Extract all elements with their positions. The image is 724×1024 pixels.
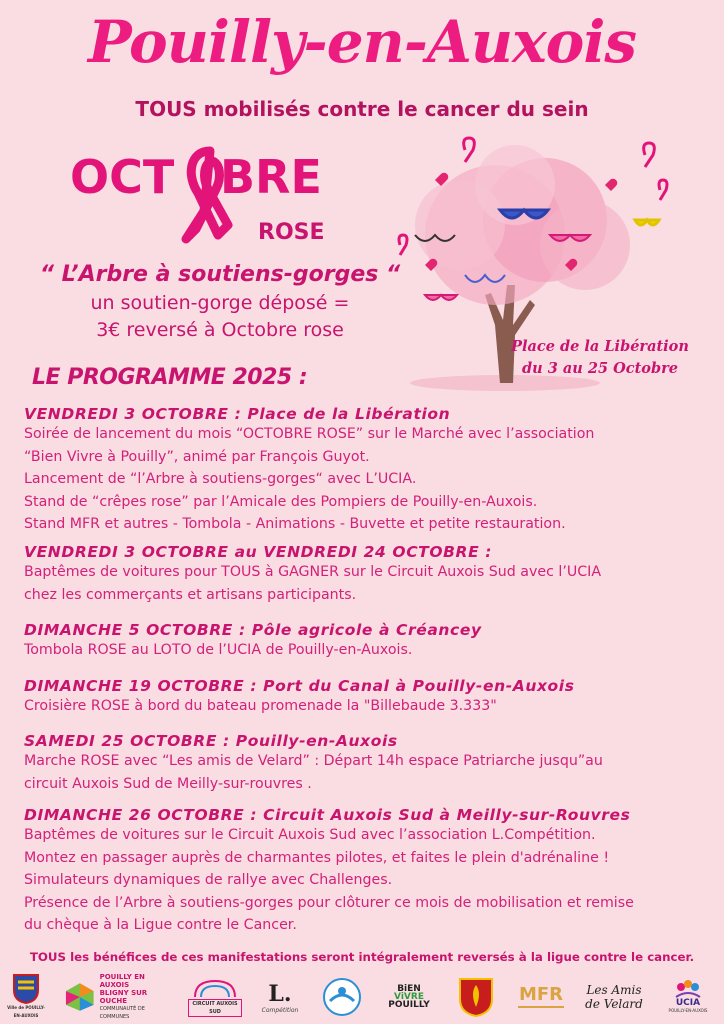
event-line: Lancement de “l’Arbre à soutiens-gorges“ avec L’UCIA. bbox=[24, 471, 417, 487]
event-line: Stand de “crêpes rose” par l’Amicale des Pompiers de Pouilly-en-Auxois. bbox=[24, 493, 538, 510]
cc-pouilly-bligny-logo: POUILLY EN AUXOIS BLIGNY SUR OUCHE COMMUNAUTÉ DE COMMUNES bbox=[64, 972, 176, 1022]
event-line: Présence de l’Arbre à soutiens-gorges pour clôturer ce mois de mobilisation et remise bbox=[24, 894, 634, 911]
tree-promo-title: “ L’Arbre à soutiens-gorges “ bbox=[39, 262, 401, 287]
event-block bbox=[24, 732, 714, 795]
tree-promo-line: 3€ reversé à Octobre rose bbox=[96, 319, 344, 341]
event-line: “Bien Vivre à Pouilly”, animé par François Guyot. bbox=[24, 448, 370, 465]
event-title: VENDREDI 3 OCTOBRE : Place de la Libération bbox=[24, 405, 451, 423]
mfr-logo: MFR bbox=[514, 972, 568, 1022]
event-line: Soirée de lancement du mois “OCTOBRE ROSE” sur le Marché avec l’association bbox=[24, 426, 595, 442]
event-block bbox=[24, 405, 714, 536]
event-title: DIMANCHE 19 OCTOBRE : Port du Canal à Pouilly-en-Auxois bbox=[24, 677, 575, 695]
sponsor-logos bbox=[0, 972, 724, 1024]
event-line: Baptêmes de voitures pour TOUS à GAGNER sur le Circuit Auxois Sud avec l’UCIA bbox=[24, 564, 602, 580]
tree-promo-line: un soutien-gorge déposé = bbox=[90, 292, 350, 314]
rose-word: ROSE bbox=[258, 220, 325, 245]
octobre-word-end: BRE bbox=[220, 150, 322, 204]
footer-note: TOUS les bénéfices de ces manifestations seront intégralement reversés à la ligue contre le cancer. bbox=[29, 950, 695, 964]
event-block bbox=[24, 677, 714, 718]
event-line: Marche ROSE avec “Les amis de Velard” : Départ 14h espace Patriarche jusqu”au bbox=[24, 753, 603, 769]
event-block bbox=[24, 621, 714, 662]
event-block bbox=[24, 806, 714, 937]
octobre-word-start: OCT bbox=[70, 150, 175, 204]
ucia-logo: UCIA POUILLY-EN-AUXOIS bbox=[662, 972, 714, 1022]
event-line: Montez en passager auprès de charmantes pilotes, et faites le plein d'adrénaline ! bbox=[24, 849, 610, 866]
tree-place: Place de la Libération bbox=[511, 338, 689, 355]
tree-dates: du 3 au 25 Octobre bbox=[522, 360, 678, 377]
event-line: Croisière ROSE à bord du bateau promenade la "Billebaude 3.333" bbox=[24, 698, 497, 714]
pouilly-bligny-badge-logo bbox=[320, 972, 364, 1022]
bien-vivre-pouilly-logo: BiEN ViVRE POUILLY bbox=[388, 984, 430, 1010]
poster-title: Pouilly-en-Auxois bbox=[87, 8, 637, 76]
bra-tree-illustration bbox=[395, 125, 685, 400]
event-block bbox=[24, 543, 714, 606]
program-heading: LE PROGRAMME 2025 : bbox=[32, 365, 308, 390]
event-line: Stand MFR et autres - Tombola - Animations - Buvette et petite restauration. bbox=[24, 516, 566, 532]
event-line: chez les commerçants et artisans participants. bbox=[24, 586, 357, 603]
event-line: Simulateurs dynamiques de rallye avec Challenges. bbox=[24, 872, 393, 888]
poster-subtitle: TOUS mobilisés contre le cancer du sein bbox=[135, 97, 589, 121]
amis-de-velard-logo: Les Amis de Velard bbox=[585, 983, 643, 1011]
event-title: DIMANCHE 5 OCTOBRE : Pôle agricole à Créancey bbox=[24, 621, 482, 639]
event-line: Tombola ROSE au LOTO de l’UCIA de Pouilly-en-Auxois. bbox=[24, 642, 413, 658]
pouilly-town-logo: Ville de POUILLY-EN-AUXOIS bbox=[6, 972, 46, 1022]
circuit-auxois-sud-logo: CIRCUIT AUXOIS SUD bbox=[188, 972, 242, 1022]
event-title: SAMEDI 25 OCTOBRE : Pouilly-en-Auxois bbox=[24, 732, 398, 750]
event-line: circuit Auxois Sud de Meilly-sur-rouvres . bbox=[24, 775, 312, 792]
event-title: VENDREDI 3 OCTOBRE au VENDREDI 24 OCTOBRE : bbox=[24, 543, 493, 561]
event-line: du chèque à la Ligue contre le Cancer. bbox=[24, 917, 297, 933]
event-line: Baptêmes de voitures sur le Circuit Auxois Sud avec l’association L.Compétition. bbox=[24, 827, 596, 843]
lcompetition-logo: L. Compétition bbox=[261, 980, 299, 1014]
pompiers-logo bbox=[454, 972, 498, 1022]
event-title: DIMANCHE 26 OCTOBRE : Circuit Auxois Sud à Meilly-sur-Rouvres bbox=[24, 806, 631, 824]
